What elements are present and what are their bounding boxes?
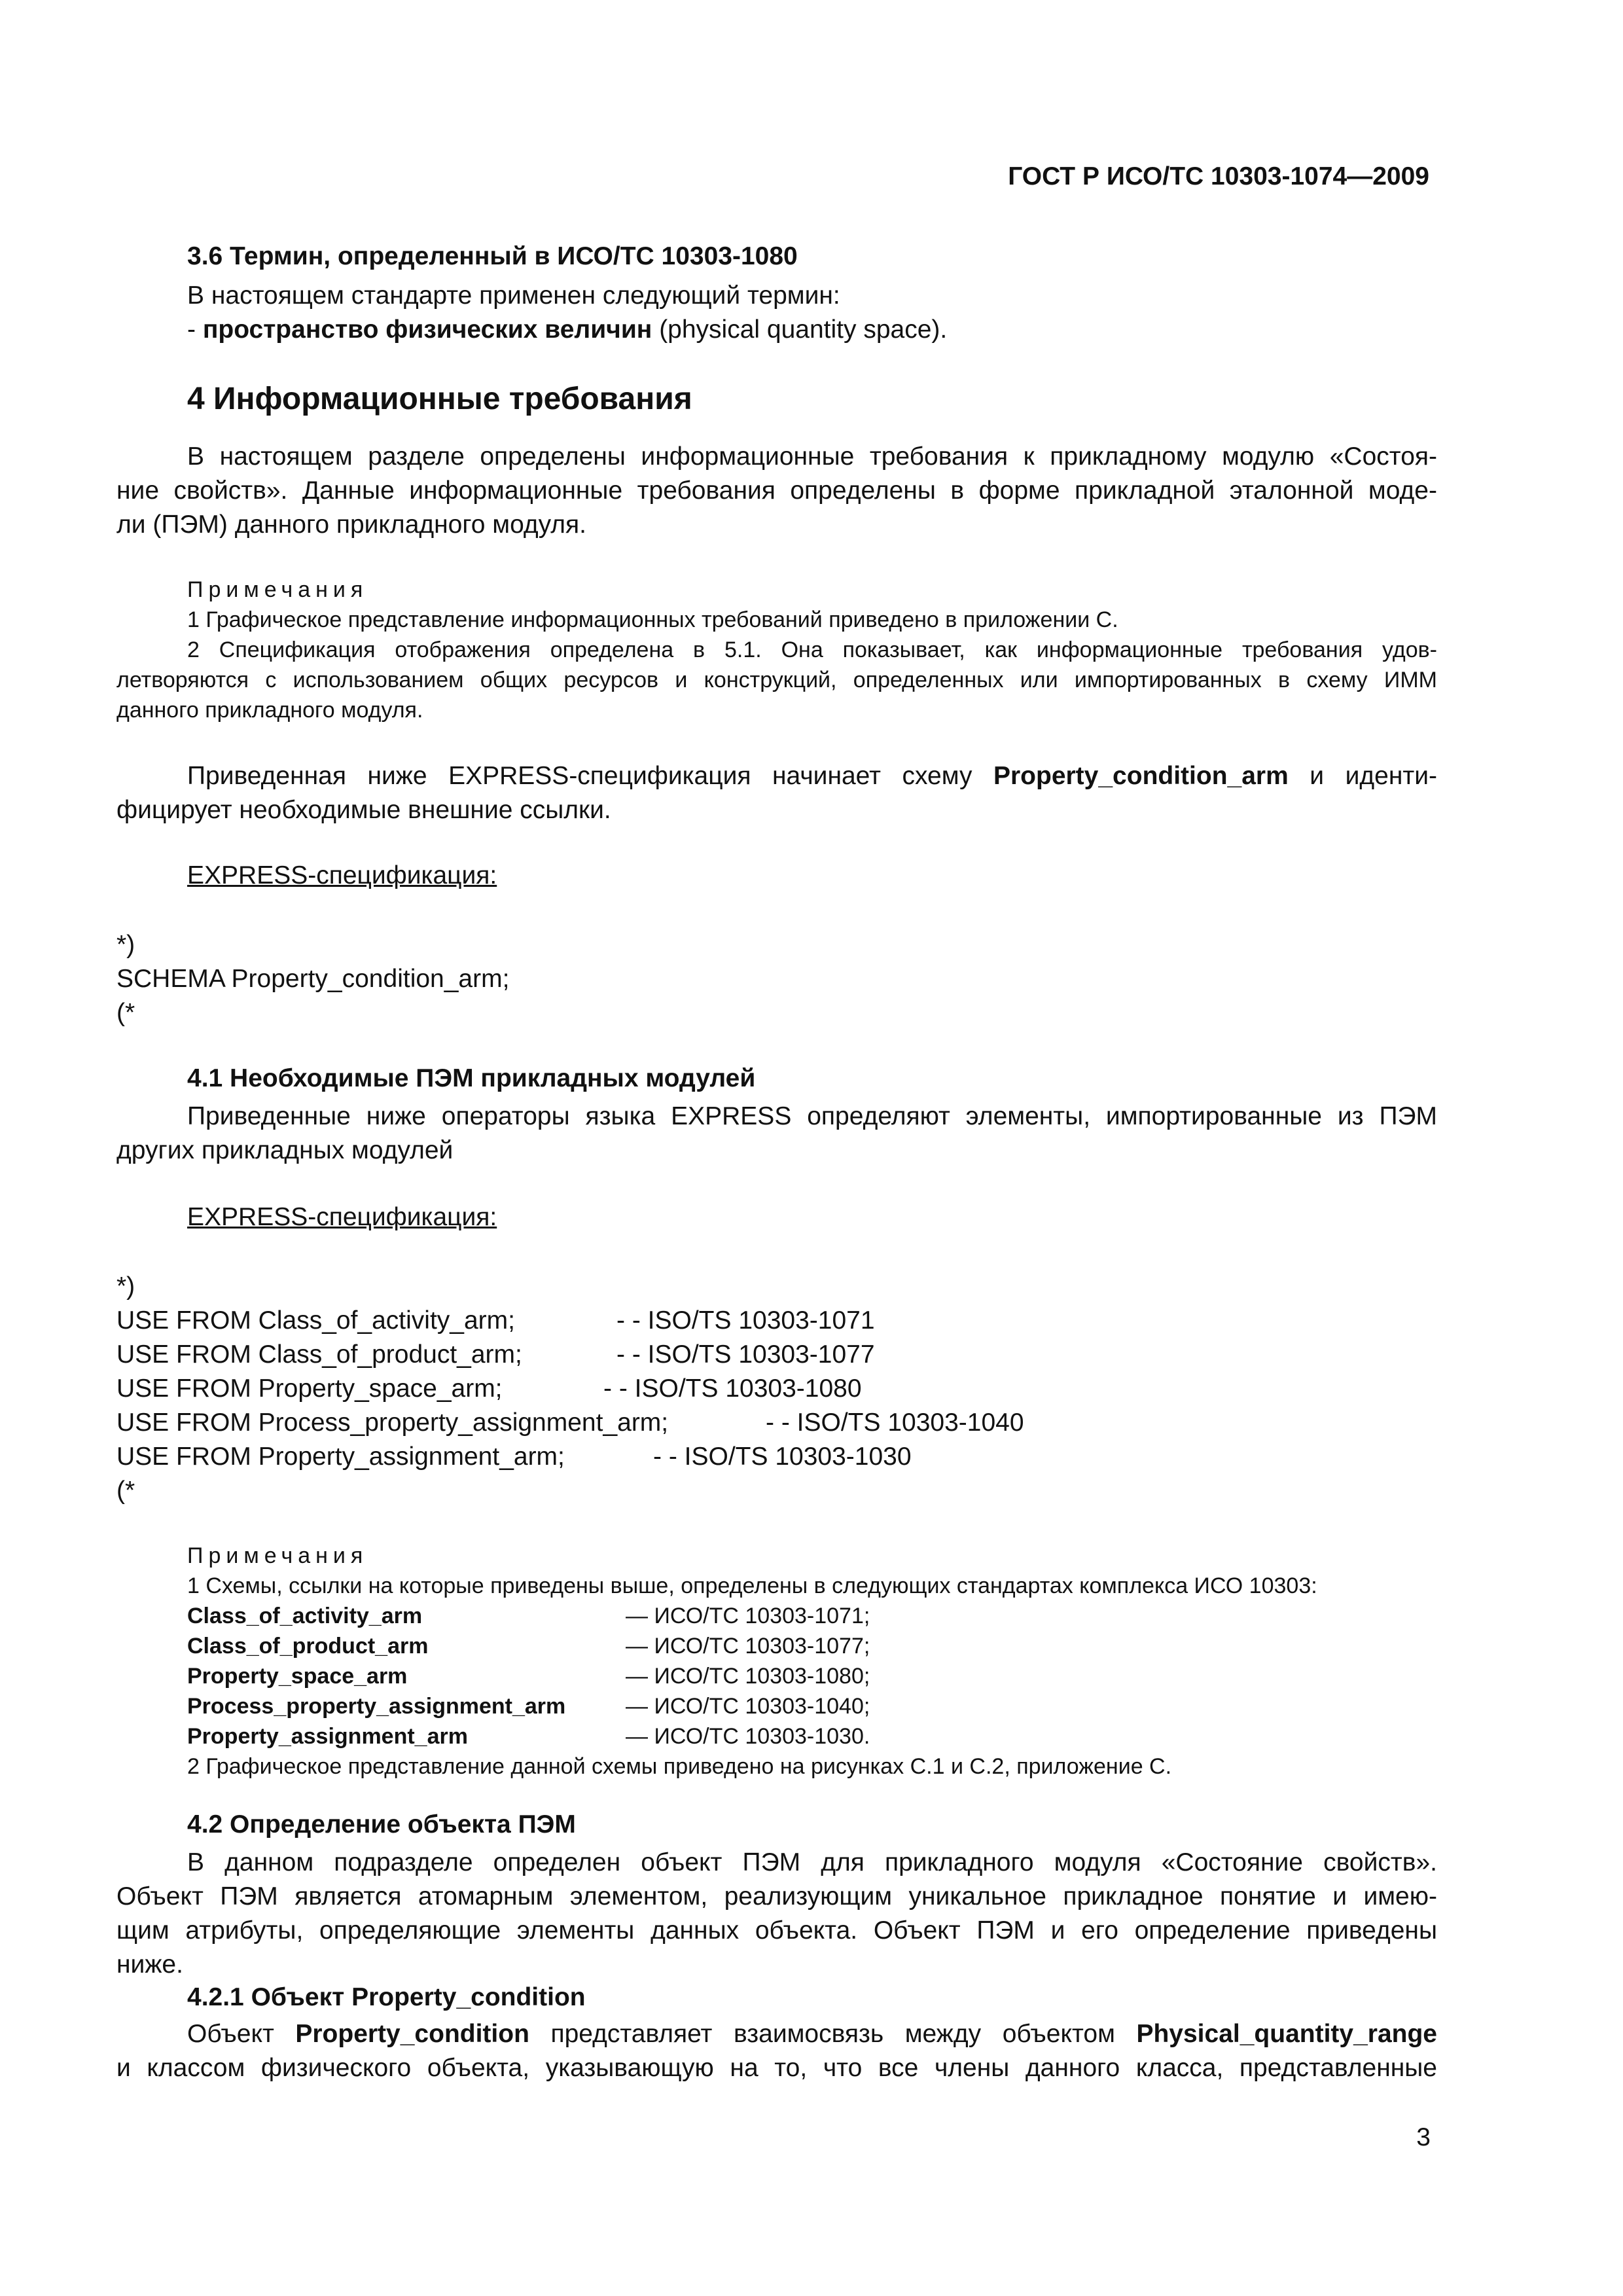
- section-4-para-line-1: В настоящем разделе определены информационные требования к прикладному модулю «Состоя-: [187, 442, 1437, 471]
- term-prefix: -: [187, 315, 203, 344]
- express-spec-label-1: EXPRESS-спецификация:: [187, 861, 497, 889]
- use-statement: USE FROM Process_property_assignment_arm;: [116, 1408, 669, 1437]
- use-statement: USE FROM Class_of_product_arm;: [116, 1340, 522, 1369]
- section-3-6-heading: 3.6 Термин, определенный в ИСО/ТС 10303-1080: [187, 242, 798, 270]
- term-line: [187, 313, 947, 347]
- express-intro-text-a: Приведенная ниже EXPRESS-спецификация начинает схему: [187, 762, 993, 790]
- schema-ref-name: Class_of_product_arm: [187, 1634, 429, 1659]
- section-4-2-1-line-2: и классом физического объекта, указывающую на то, что все члены данного класса, представленные: [116, 2054, 1437, 2082]
- entity-name-bold: Property_condition: [295, 2020, 529, 2048]
- use-reference: - - ISO/TS 10303-1077: [616, 1340, 875, 1369]
- document-code-header: ГОСТ Р ИСО/ТС 10303-1074—2009: [1008, 162, 1429, 190]
- express-intro-text-b: и иденти-: [1288, 762, 1437, 790]
- entity-name-bold: Physical_quantity_range: [1136, 2020, 1437, 2048]
- section-4-2-1-line-1: [187, 2017, 1437, 2051]
- section-4-2-heading: 4.2 Определение объекта ПЭМ: [187, 1810, 576, 1839]
- section-4-2-para-line-2: Объект ПЭМ является атомарным элементом, реализующим уникальное прикладное понятие и имею-: [116, 1882, 1437, 1910]
- express-intro-line-1: [187, 759, 1437, 793]
- schema-ref-name: Property_space_arm: [187, 1664, 408, 1689]
- section-4-2-para-line-1: В данном подразделе определен объект ПЭМ для прикладного модуля «Состояние свойств».: [187, 1848, 1437, 1876]
- code-close-2: (*: [116, 1477, 135, 1505]
- schema-name-bold: Property_condition_arm: [993, 762, 1289, 790]
- section-4-1-para-line-1: Приведенные ниже операторы языка EXPRESS определяют элементы, импортированные из ПЭМ: [187, 1102, 1437, 1130]
- section-4-1-note-2: 2 Графическое представление данной схемы приведено на рисунках С.1 и С.2, приложение С.: [187, 1754, 1172, 1779]
- use-reference: - - ISO/TS 10303-1030: [653, 1443, 912, 1471]
- line-1-text-a: Объект: [187, 2020, 296, 2048]
- section-4-2-1-heading: 4.2.1 Объект Property_condition: [187, 1983, 586, 2011]
- use-statement: USE FROM Property_space_arm;: [116, 1374, 503, 1403]
- schema-ref-name: Process_property_assignment_arm: [187, 1694, 566, 1719]
- code-open-1: *): [116, 931, 135, 959]
- schema-ref-standard: — ИСО/ТС 10303-1040;: [626, 1694, 870, 1719]
- code-close-1: (*: [116, 999, 135, 1027]
- section-4-2-para-line-4: ниже.: [116, 1950, 183, 1979]
- line-1-text-b: представляет взаимосвязь между объектом: [529, 2020, 1137, 2048]
- term-bold: пространство физических величин: [202, 315, 652, 344]
- section-3-6-intro: В настоящем стандарте применен следующий термин:: [187, 281, 840, 310]
- section-4-heading: 4 Информационные требования: [187, 382, 692, 416]
- page-number: 3: [1416, 2123, 1431, 2151]
- section-4-para-line-3: ли (ПЭМ) данного прикладного модуля.: [116, 511, 587, 539]
- section-4-note-1: 1 Графическое представление информационных требований приведено в приложении С.: [187, 607, 1118, 632]
- section-4-1-notes-title: Примечания: [187, 1543, 368, 1568]
- section-4-notes-title: Примечания: [187, 577, 368, 602]
- express-intro-line-2: фицирует необходимые внешние ссылки.: [116, 796, 611, 824]
- schema-ref-name: Property_assignment_arm: [187, 1724, 468, 1749]
- section-4-1-heading: 4.1 Необходимые ПЭМ прикладных модулей: [187, 1064, 756, 1092]
- code-schema-line: SCHEMA Property_condition_arm;: [116, 965, 510, 993]
- section-4-2-para-line-3: щим атрибуты, определяющие элементы данных объекта. Объект ПЭМ и его определение приведены: [116, 1916, 1437, 1945]
- schema-ref-standard: — ИСО/ТС 10303-1030.: [626, 1724, 870, 1749]
- section-4-note-2-line-1: 2 Спецификация отображения определена в 5.1. Она показывает, как информационные требования удов-: [187, 637, 1437, 662]
- express-spec-label-2: EXPRESS-спецификация:: [187, 1203, 497, 1231]
- schema-ref-standard: — ИСО/ТС 10303-1071;: [626, 1604, 870, 1628]
- section-4-1-note-1: 1 Схемы, ссылки на которые приведены выше, определены в следующих стандартах комплекса ИСО 10303:: [187, 1573, 1317, 1598]
- section-4-note-2-line-3: данного прикладного модуля.: [116, 698, 423, 723]
- use-reference: - - ISO/TS 10303-1040: [766, 1408, 1024, 1437]
- use-statement: USE FROM Property_assignment_arm;: [116, 1443, 565, 1471]
- use-statement: USE FROM Class_of_activity_arm;: [116, 1306, 515, 1335]
- section-4-1-para-line-2: других прикладных модулей: [116, 1136, 454, 1164]
- use-reference: - - ISO/TS 10303-1080: [603, 1374, 862, 1403]
- schema-ref-name: Class_of_activity_arm: [187, 1604, 423, 1628]
- use-reference: - - ISO/TS 10303-1071: [616, 1306, 875, 1335]
- term-english: (physical quantity space).: [652, 315, 948, 344]
- schema-ref-standard: — ИСО/ТС 10303-1080;: [626, 1664, 870, 1689]
- section-4-note-2-line-2: летворяются с использованием общих ресурсов и конструкций, определенных или импортированных в схему ИММ: [116, 668, 1437, 692]
- section-4-para-line-2: ние свойств». Данные информационные требования определены в форме прикладной эталонной моде-: [116, 476, 1437, 505]
- code-open-2: *): [116, 1272, 135, 1300]
- schema-ref-standard: — ИСО/ТС 10303-1077;: [626, 1634, 870, 1659]
